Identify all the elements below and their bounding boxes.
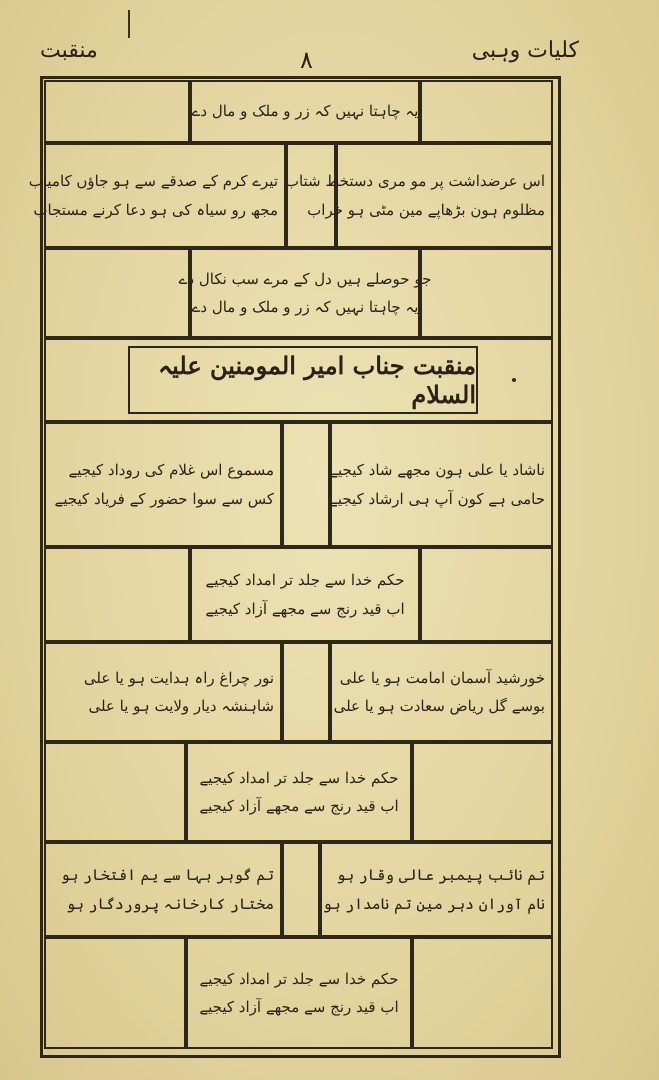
verse-line: نور چراغ راہ ہدایت ہو یا علی [83, 668, 274, 687]
empty-cell [420, 248, 553, 338]
empty-cell [44, 937, 186, 1049]
header-book-title: کلیات وہبی [471, 38, 579, 63]
verse-line: مختار کارخانہ پروردگار ہو [66, 894, 274, 913]
verse-line: مظلوم ہون بڑھاپے مین مٹی ہو خراب [307, 200, 545, 219]
empty-cell [44, 742, 186, 842]
verse-line: یہ چاہتا نہیں کہ زر و ملک و مال دے [191, 102, 419, 121]
empty-cell [420, 80, 553, 143]
verse-line: حامی ہے کون آپ ہی ارشاد کیجیے [329, 489, 545, 508]
verse-line: خورشید آسمان امامت ہو یا علی [339, 668, 545, 687]
verse-line: جو حوصلے ہیں دل کے مرے سب نکال دے [178, 269, 432, 288]
couplet-4-left [44, 842, 282, 937]
empty-cell [286, 143, 336, 248]
couplet-2-right [330, 422, 553, 547]
verse-line: شاہنشہ دیار ولایت ہو یا علی [88, 697, 274, 715]
header-section-name: منقبت [40, 38, 98, 63]
verse-line: اس عرضداشت پر مو مری دستخط شتاب [284, 172, 545, 190]
ornament-dot [512, 378, 516, 382]
verse-line: تیرے کرم کے صدقے سے ہو جاؤں کامیاب [28, 172, 278, 190]
verse-line: تم گوہر بہا سے یم افتخار ہو [60, 866, 274, 884]
couplet-3-left [44, 642, 282, 742]
refrain-4 [186, 742, 412, 842]
couplet-1-left [28, 143, 286, 248]
couplet-3-right [330, 642, 553, 742]
verse-line: بوسے گل ریاض سعادت ہو یا علی [333, 697, 545, 715]
verse-line: یہ چاہتا نہیں کہ زر و ملک و مال دے [191, 298, 419, 316]
verse-line: اب قید رنج سے مجھے آزاد کیجیے [199, 998, 399, 1016]
verse-line: مجھ رو سیاہ کی ہو دعا کرنے مستجاب [33, 200, 278, 219]
verse-line: مسموع اس غلام کی روداد کیجیے [68, 461, 274, 479]
empty-cell [412, 742, 553, 842]
verse-line: اب قید رنج سے مجھے آزاد کیجیے [199, 797, 399, 815]
couplet-2-left [44, 422, 282, 547]
verse-line: حکم خدا سے جلد تر امداد کیجیے [199, 969, 399, 988]
verse-line: تم نائب پیمبر عالی وقار ہو [336, 866, 545, 884]
empty-cell [282, 422, 330, 547]
verse-line: ناشاد یا علی ہون مجھے شاد کیجیے [329, 461, 545, 479]
empty-cell [282, 842, 320, 937]
empty-cell [420, 547, 553, 642]
empty-cell [282, 642, 330, 742]
verse-line: حکم خدا سے جلد تر امداد کیجیے [205, 571, 405, 589]
refrain-3 [190, 547, 420, 642]
empty-cell [44, 547, 190, 642]
verse-line: اب قید رنج سے مجھے آزاد کیجیے [205, 599, 405, 618]
margin-mark [128, 10, 130, 38]
couplet-4-right [320, 842, 553, 937]
couplet-1-right [284, 143, 553, 248]
refrain-5 [186, 937, 412, 1049]
verse-line: کس سے سوا حضور کے فریاد کیجیے [54, 489, 274, 508]
refrain-2 [178, 248, 432, 338]
empty-cell [44, 248, 190, 338]
empty-cell [44, 80, 190, 143]
empty-cell [412, 937, 553, 1049]
verse-line: نام آوران دہر مین تم نامدار ہو [323, 894, 545, 913]
refrain-1 [190, 80, 420, 143]
verse-line: حکم خدا سے جلد تر امداد کیجیے [199, 768, 399, 787]
section-title: منقبت جناب امیر المومنین علیہ السلام [128, 346, 478, 414]
page-number: ۸ [300, 46, 313, 74]
